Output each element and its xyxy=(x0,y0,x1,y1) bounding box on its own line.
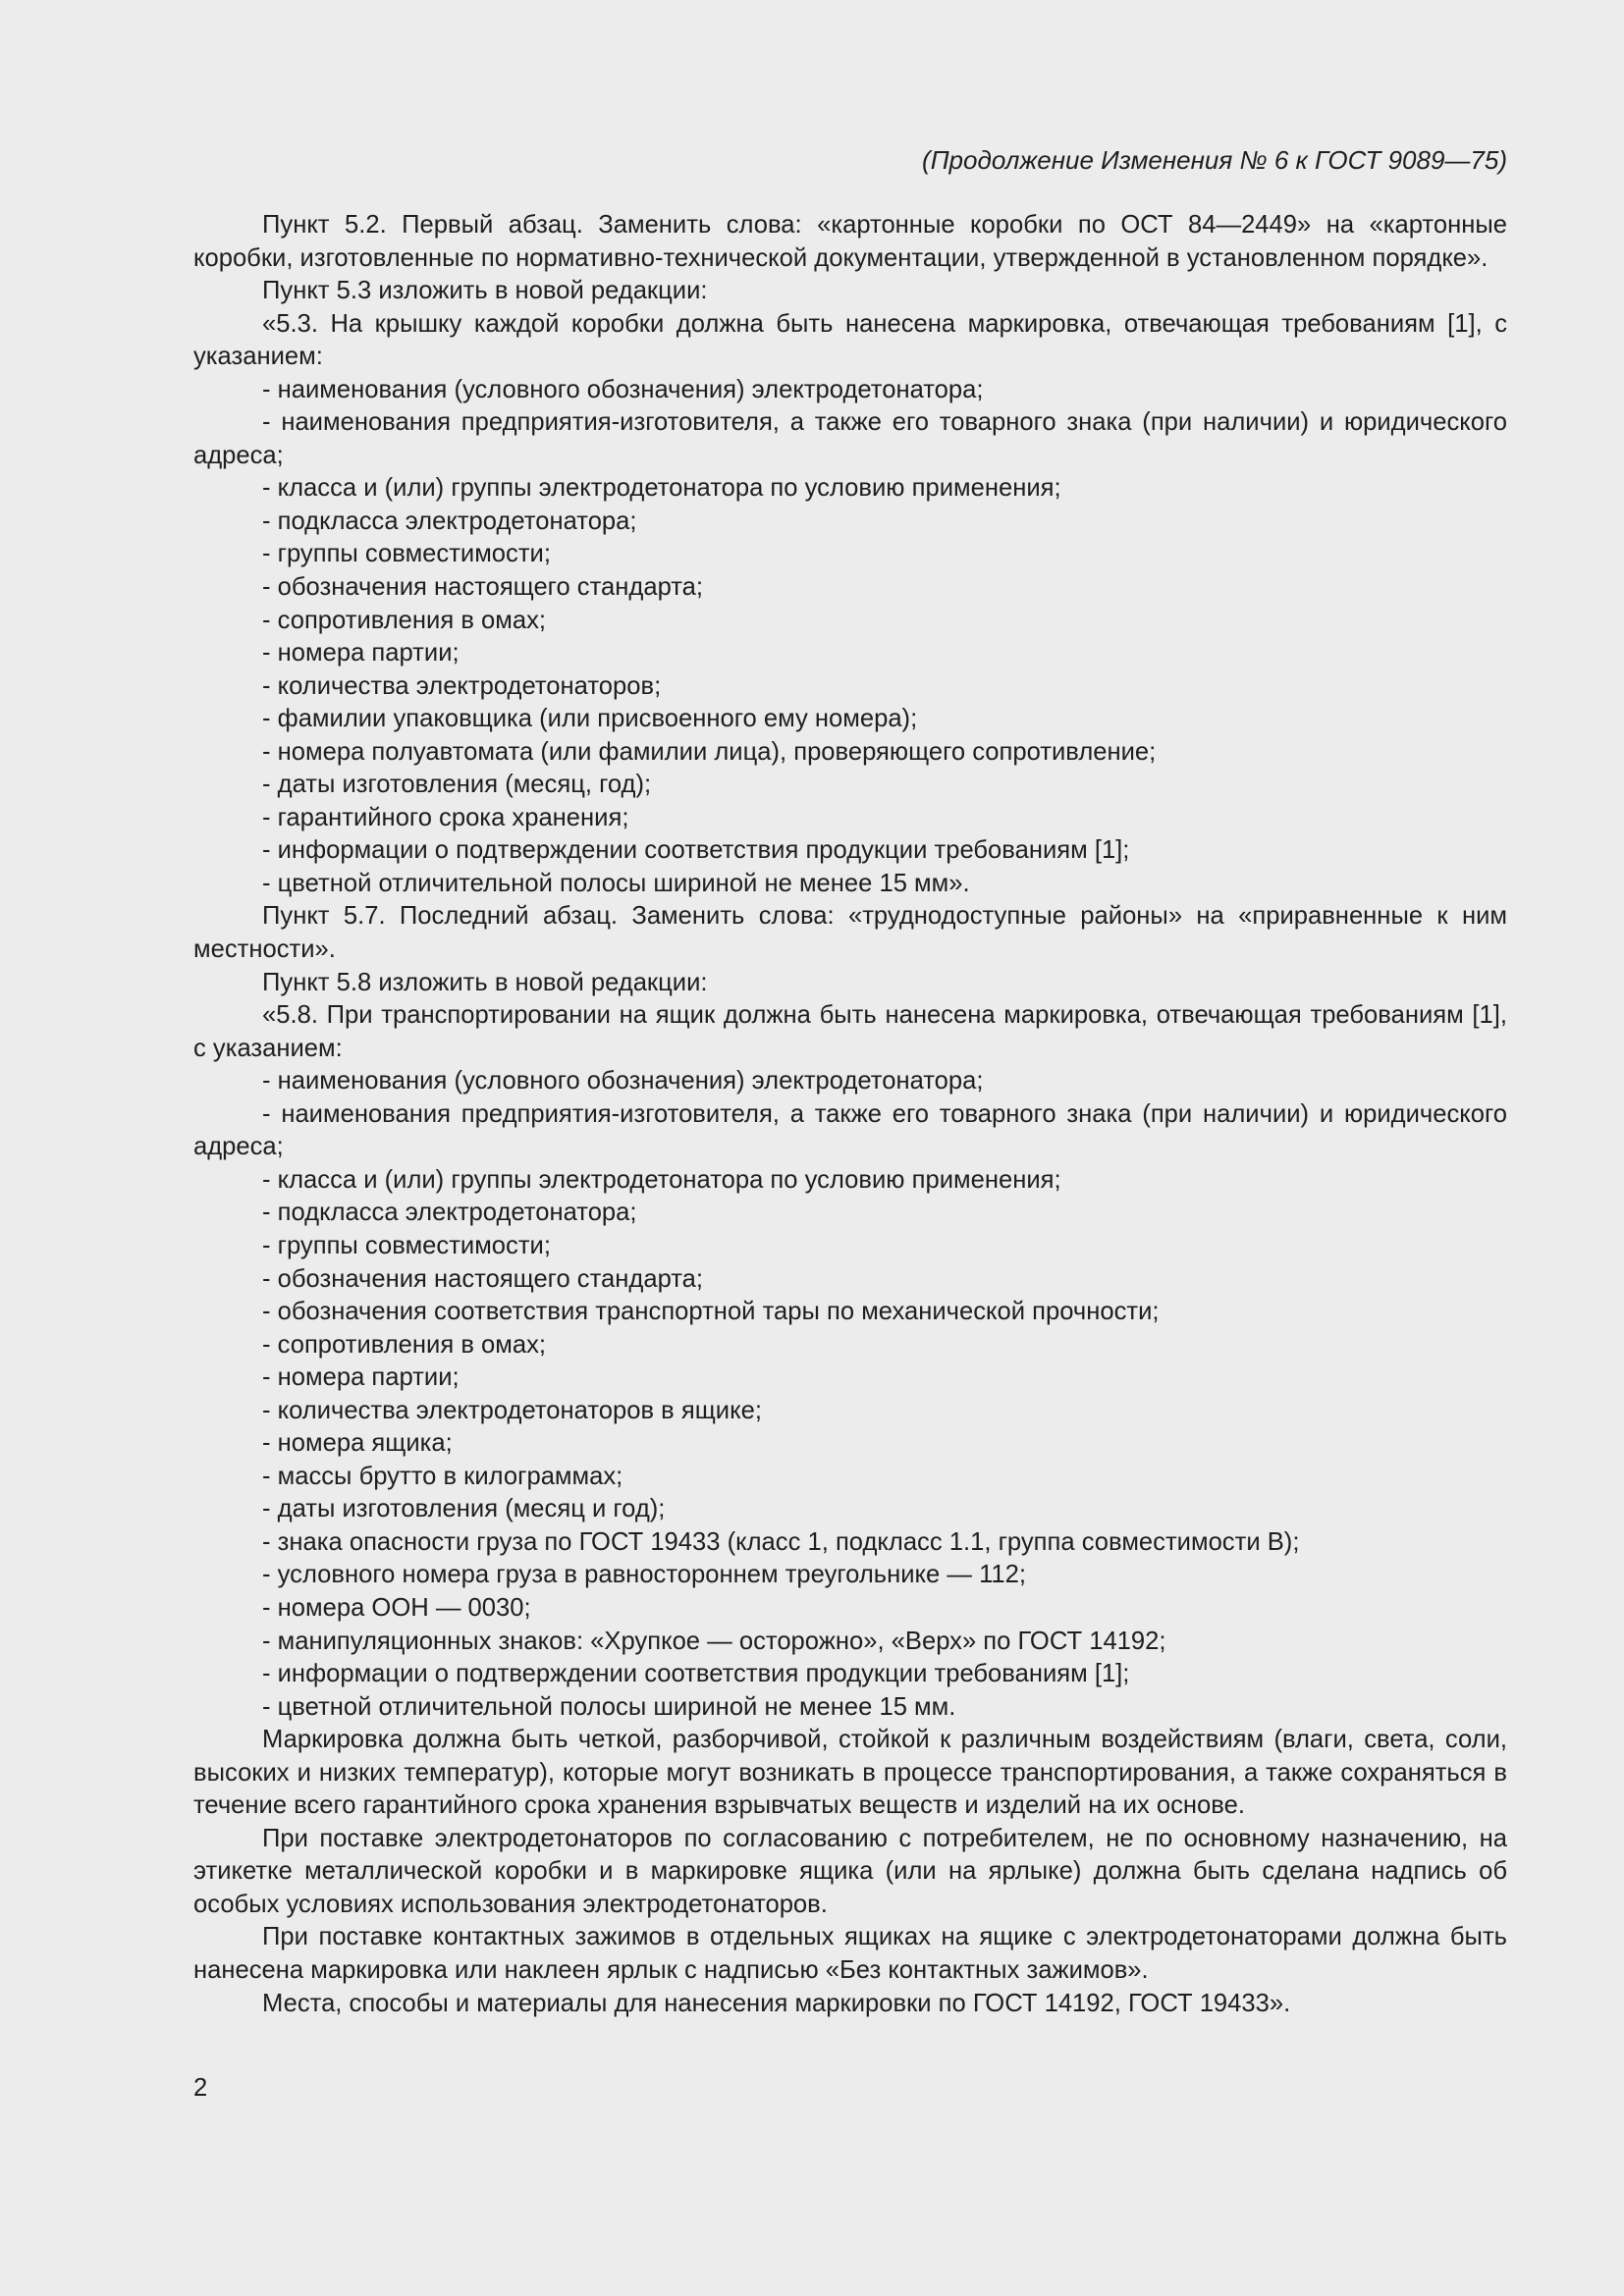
paragraph: Маркировка должна быть четкой, разборчивой, стойкой к различным воздействиям (влаги, света, соли, высоких и низких температур), которые могут возникать в процессе транспортирования, а также сохраняться в течение всего гарантийного срока хранения взрывчатых веществ и изделий на их основе. xyxy=(193,1726,1507,1820)
paragraph: Пункт 5.2. Первый абзац. Заменить слова: «картонные коробки по ОСТ 84—2449» на «картонные коробки, изготовленные по нормативно-технической документации, утвержденной в установленном порядке». xyxy=(193,211,1507,272)
paragraph: - подкласса электродетонатора; xyxy=(262,507,637,535)
paragraph: При поставке электродетонаторов по согласованию с потребителем, не по основному назначению, на этикетке металлической коробки и в маркировке ящика (или на ярлыке) должна быть сделана надпись об особых условиях использования электродетонаторов. xyxy=(193,1824,1507,1918)
paragraph: - информации о подтверждении соответствия продукции требованиям [1]; xyxy=(262,1660,1130,1688)
paragraph: - номера партии; xyxy=(262,639,460,667)
paragraph: - наименования предприятия-изготовителя, а также его товарного знака (при наличии) и юридического адреса; xyxy=(193,408,1507,469)
paragraph: - количества электродетонаторов; xyxy=(262,671,662,700)
paragraph: «5.3. На крышку каждой коробки должна быть нанесена маркировка, отвечающая требованиям [1], с указанием: xyxy=(193,309,1507,371)
paragraph: - класса и (или) группы электродетонатора по условию применения; xyxy=(262,1165,1061,1194)
paragraph: - номера полуавтомата (или фамилии лица), проверяющего сопротивление; xyxy=(262,737,1157,766)
paragraph: - знака опасности груза по ГОСТ 19433 (класс 1, подкласс 1.1, группа совместимости В); xyxy=(262,1527,1300,1556)
paragraph: - обозначения настоящего стандарта; xyxy=(262,573,704,602)
paragraph: - фамилии упаковщика (или присвоенного ему номера); xyxy=(262,705,918,733)
paragraph: Пункт 5.7. Последний абзац. Заменить слова: «труднодоступные районы» на «приравненные к ним местности». xyxy=(193,902,1507,964)
paragraph: - даты изготовления (месяц и год); xyxy=(262,1495,666,1523)
paragraph: - наименования предприятия-изготовителя, а также его товарного знака (при наличии) и юридического адреса; xyxy=(193,1099,1507,1161)
page-number: 2 xyxy=(193,2074,208,2102)
paragraph: - информации о подтверждении соответствия продукции требованиям [1]; xyxy=(262,836,1130,865)
paragraph: Пункт 5.3 изложить в новой редакции: xyxy=(262,277,708,305)
paragraph: - группы совместимости; xyxy=(262,540,551,568)
paragraph: - номера партии; xyxy=(262,1363,460,1392)
paragraph: Места, способы и материалы для нанесения маркировки по ГОСТ 14192, ГОСТ 19433». xyxy=(262,1989,1291,2017)
paragraph: - обозначения настоящего стандарта; xyxy=(262,1264,704,1293)
document-page xyxy=(193,0,1507,2296)
paragraph: - даты изготовления (месяц, год); xyxy=(262,771,652,799)
paragraph: - количества электродетонаторов в ящике; xyxy=(262,1396,762,1424)
paragraph: - наименования (условного обозначения) электродетонатора; xyxy=(262,1067,984,1095)
paragraph: - гарантийного срока хранения; xyxy=(262,803,629,831)
paragraph: Пункт 5.8 изложить в новой редакции: xyxy=(262,968,708,996)
paragraph: - номера ООН — 0030; xyxy=(262,1593,531,1622)
paragraph: - цветной отличительной полосы шириной не менее 15 мм. xyxy=(262,1692,956,1721)
document-body xyxy=(193,209,1507,2020)
paragraph: «5.8. При транспортировании на ящик должна быть нанесена маркировка, отвечающая требованиям [1], с указанием: xyxy=(193,1001,1507,1062)
paragraph: - обозначения соответствия транспортной тары по механической прочности; xyxy=(262,1298,1160,1326)
paragraph: - массы брутто в килограммах; xyxy=(262,1462,623,1490)
paragraph: - наименования (условного обозначения) электродетонатора; xyxy=(262,375,984,403)
paragraph: - сопротивления в омах; xyxy=(262,606,546,634)
paragraph: - номера ящика; xyxy=(262,1429,453,1458)
paragraph: - цветной отличительной полосы шириной не менее 15 мм». xyxy=(262,869,970,897)
paragraph: - класса и (или) группы электродетонатора по условию применения; xyxy=(262,474,1061,503)
paragraph: - условного номера груза в равностороннем треугольнике — 112; xyxy=(262,1561,1026,1589)
running-head: (Продолжение Изменения № 6 к ГОСТ 9089—75) xyxy=(922,145,1507,175)
paragraph: - подкласса электродетонатора; xyxy=(262,1199,637,1227)
paragraph: - сопротивления в омах; xyxy=(262,1330,546,1359)
paragraph: При поставке контактных зажимов в отдельных ящиках на ящике с электродетонаторами должна быть нанесена маркировка или наклеен ярлык с надписью «Без контактных зажимов». xyxy=(193,1923,1507,1984)
paragraph: - группы совместимости; xyxy=(262,1231,551,1259)
paragraph: - манипуляционных знаков: «Хрупкое — осторожно», «Верх» по ГОСТ 14192; xyxy=(262,1627,1166,1655)
